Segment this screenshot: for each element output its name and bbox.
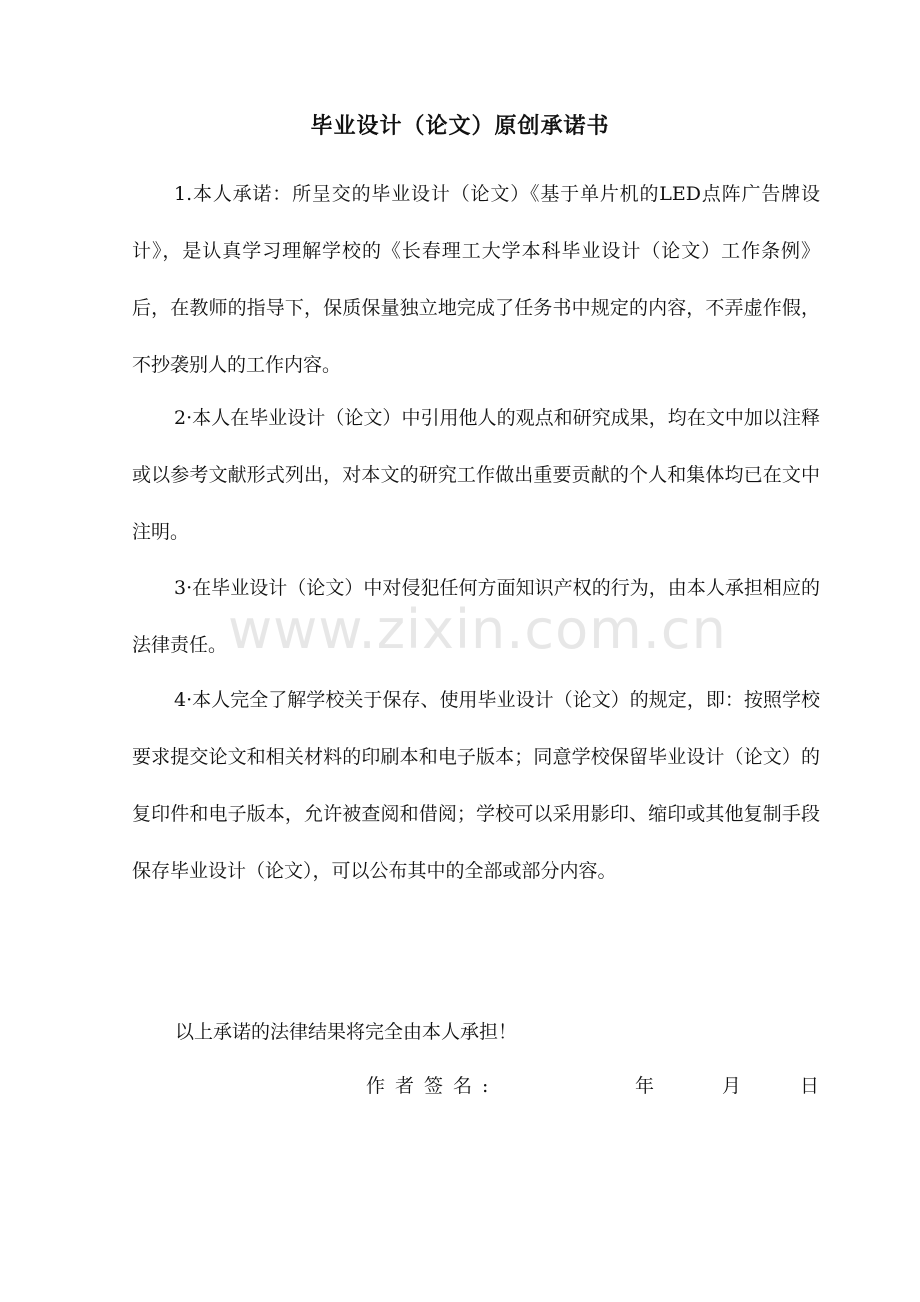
site-watermark: www.zixin.com.cn <box>228 598 727 661</box>
author-signature-label: 作者签名: <box>366 1075 499 1097</box>
promise-paragraph-4: 4·本人完全了解学校关于保存、使用毕业设计（论文）的规定，即：按照学校要求提交论文和相关材料的印刷本和电子版本；同意学校保留毕业设计（论文）的复印件和电子版本，允许被查阅和借阅；学校可以采用影印、缩印或其他复制手段保存毕业设计（论文），可以公布其中的全部或部分内容。 <box>132 689 820 882</box>
signature-row <box>132 1058 820 1115</box>
promise-paragraph-2: 2·本人在毕业设计（论文）中引用他人的观点和研究成果，均在文中加以注释或以参考文献形式列出，对本文的研究工作做出重要贡献的个人和集体均已在文中注明。 <box>132 407 820 543</box>
document-title: 毕业设计（论文）原创承诺书 <box>310 113 610 139</box>
date-month-label: 月 <box>722 1075 742 1097</box>
promise-paragraph-3: 3·在毕业设计（论文）中对侵犯任何方面知识产权的行为，由本人承担相应的法律责任。 <box>132 577 820 656</box>
promise-paragraph-1: 1.本人承诺：所呈交的毕业设计（论文）《基于单片机的LED点阵广告牌设计》，是认真学习理解学校的《长春理工大学本科毕业设计（论文）工作条例》后，在教师的指导下，保质保量独立地完成了任务书中规定的内容，不弄虚作假，不抄袭别人的工作内容。 <box>132 183 820 376</box>
closing-statement: 以上承诺的法律结果将完全由本人承担！ <box>175 1021 518 1043</box>
date-day-label: 日 <box>800 1075 820 1097</box>
date-year-label: 年 <box>635 1075 655 1097</box>
